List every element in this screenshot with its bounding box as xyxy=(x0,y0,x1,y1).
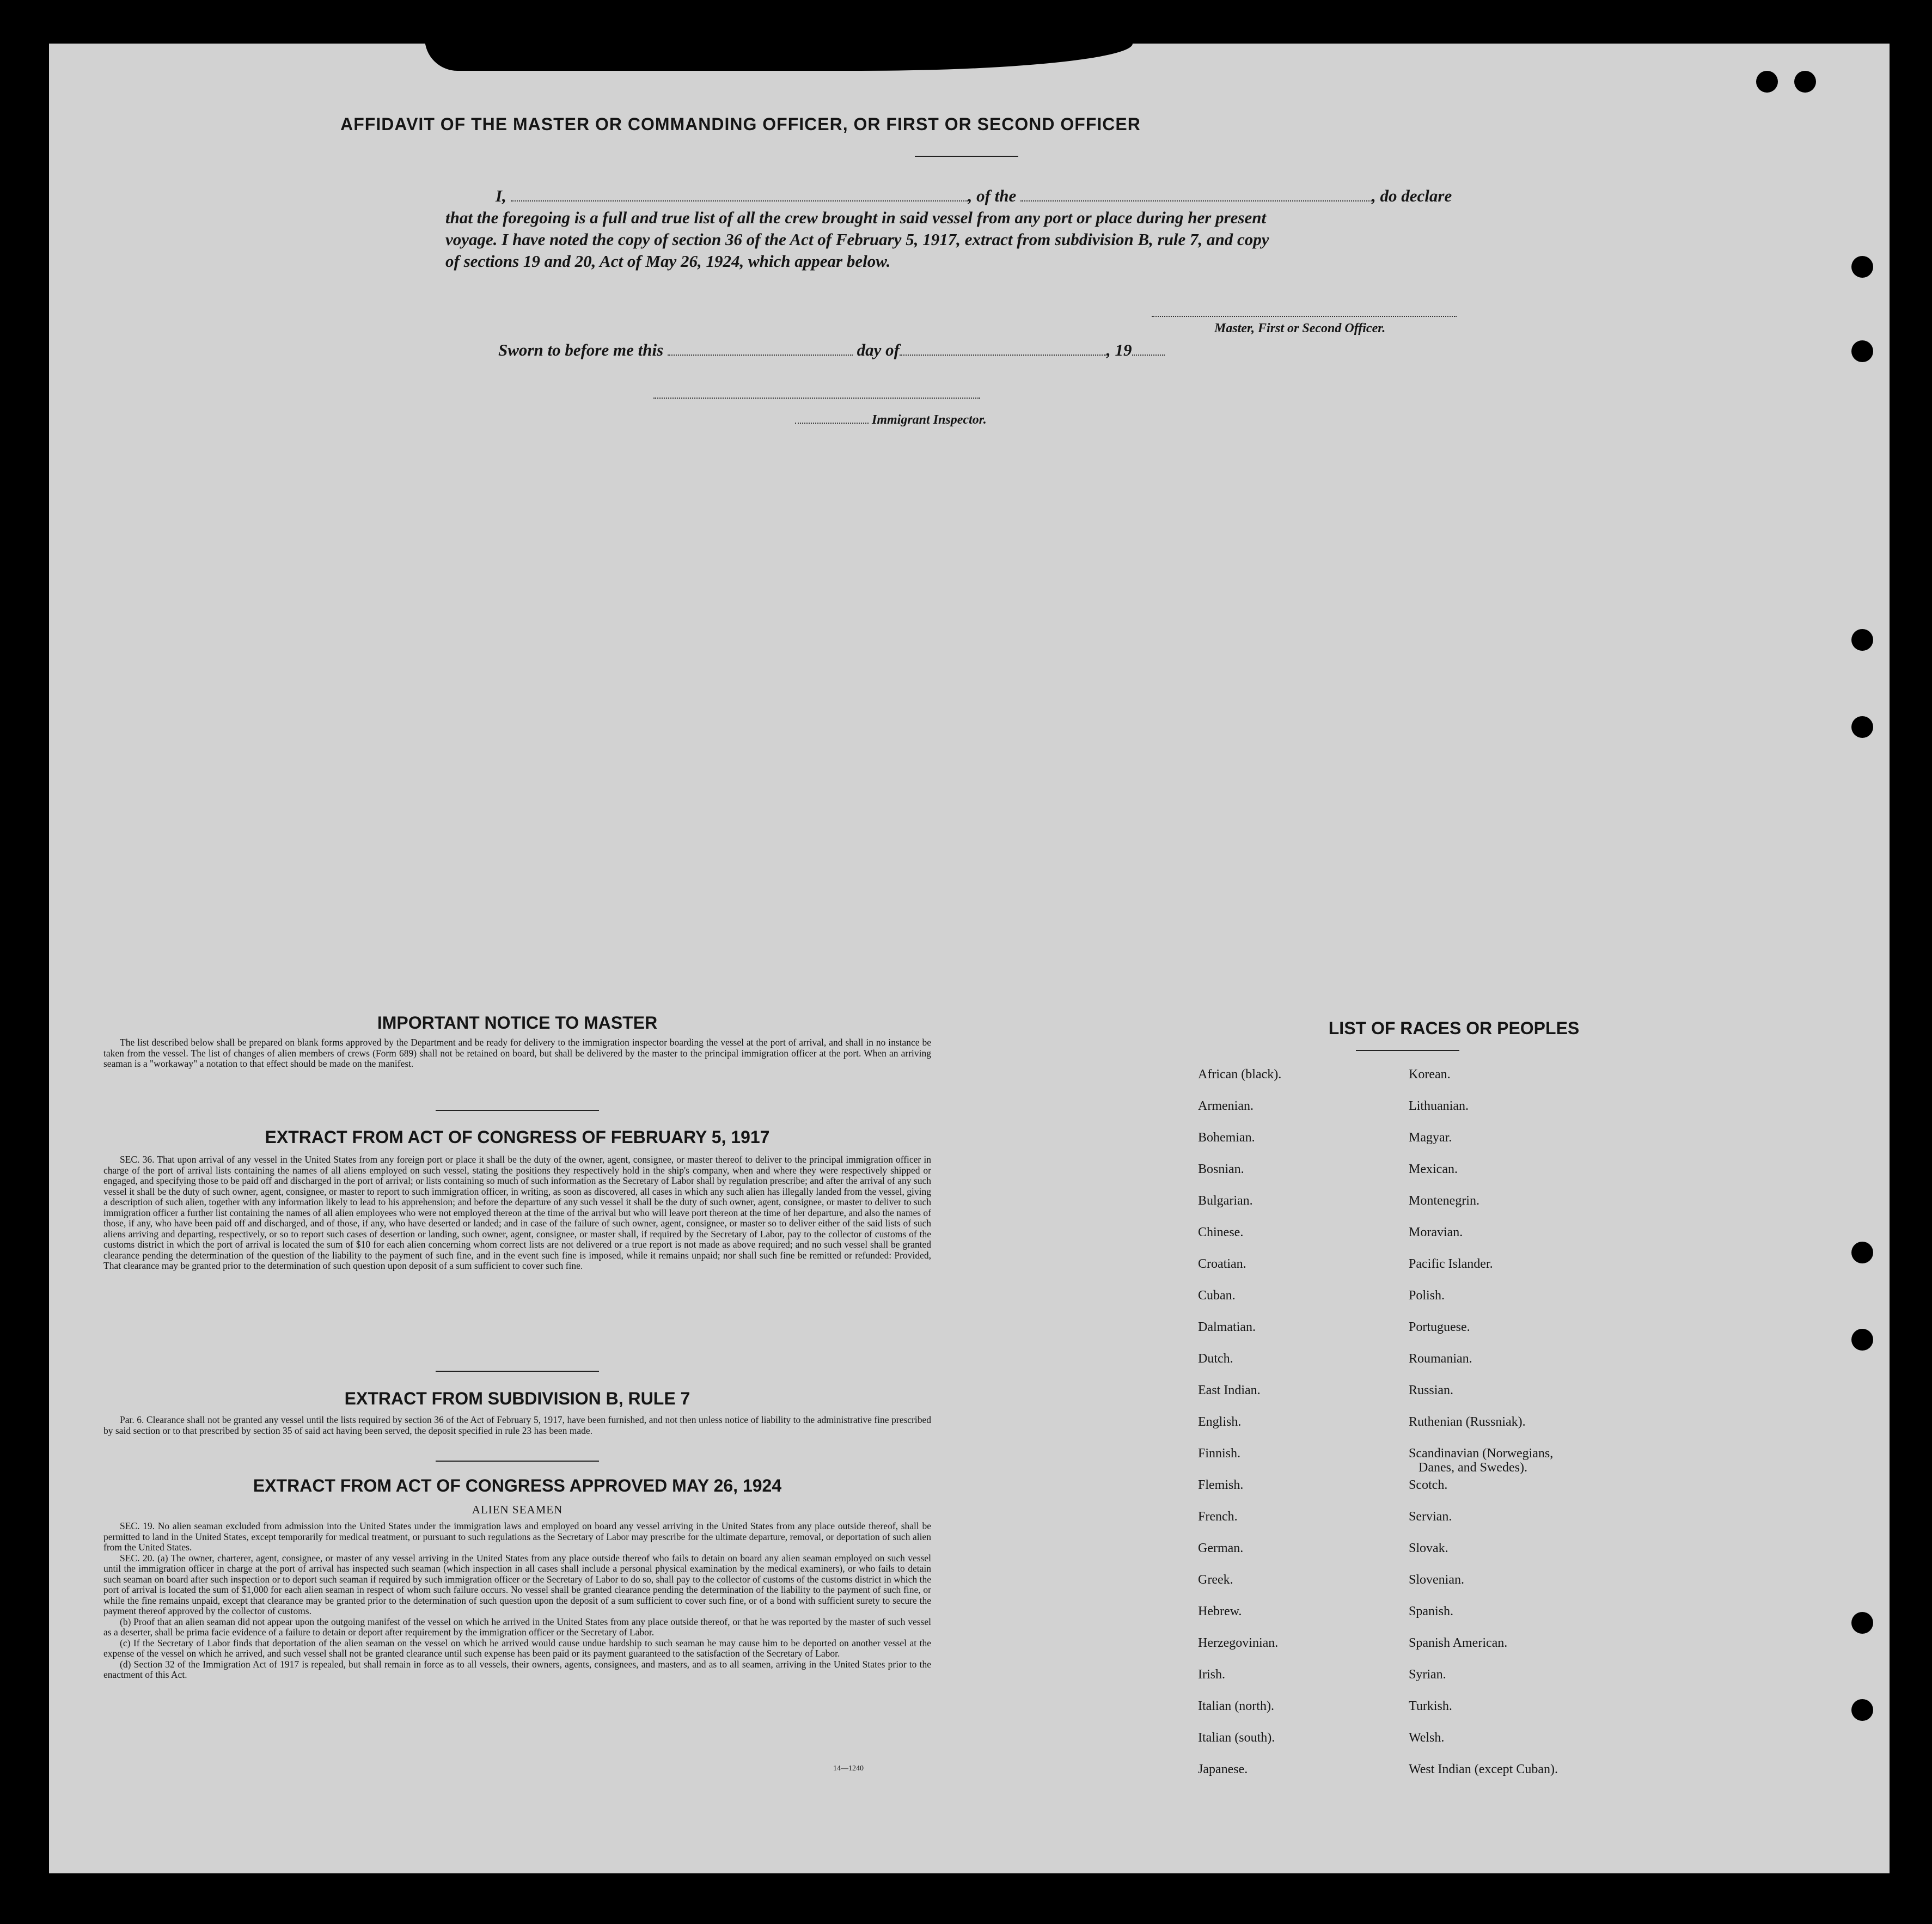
sworn-month-field[interactable] xyxy=(900,341,1106,356)
race-item-continuation: Danes, and Swedes). xyxy=(1419,1461,1527,1475)
punch-hole xyxy=(1851,340,1873,362)
race-item: Korean. xyxy=(1409,1067,1451,1082)
race-item: Bosnian. xyxy=(1198,1162,1244,1176)
sworn-year-field[interactable] xyxy=(1132,341,1165,356)
master-signature-label: Master, First or Second Officer. xyxy=(1214,321,1386,335)
race-item: Syrian. xyxy=(1409,1668,1446,1682)
punch-hole xyxy=(1756,71,1778,93)
affidavit-title: AFFIDAVIT OF THE MASTER OR COMMANDING OFFICER, OR FIRST OR SECOND OFFICER xyxy=(340,114,1141,134)
race-item: Japanese. xyxy=(1198,1762,1248,1776)
punch-hole xyxy=(1851,256,1873,278)
sec-20d-paragraph: (d) Section 32 of the Immigration Act of 1917 is repealed, but shall remain in force as to all vessels, their owners, agents, consignees, and masters, and as to all seamen, arriving in the United States prior to the enactment of this Act. xyxy=(103,1658,931,1680)
notice-title: IMPORTANT NOTICE TO MASTER xyxy=(377,1013,658,1033)
race-item: German. xyxy=(1198,1541,1244,1555)
race-item: Irish. xyxy=(1198,1668,1225,1682)
race-item: African (black). xyxy=(1198,1067,1282,1082)
race-item: Roumanian. xyxy=(1409,1352,1472,1366)
notice-paragraph: The list described below shall be prepared on blank forms approved by the Department and be ready for delivery to the immigration inspector boarding the vessel at the port of arrival, and shall in no instance be taken from the vessel. The list of changes of alien members of crews (Form 689) shall not be retained on board, but shall be delivered by the master to the principal immigration officer at the port. When an arriving seaman is a "workaway" a notation to that effect should be made on the manifest. xyxy=(103,1037,931,1069)
rule7-paragraph: Par. 6. Clearance shall not be granted any vessel until the lists required by section 36 of the Act of February 5, 1917, have been furnished, and not then unless notice of liability to the administrative fine prescribed by said section or to that prescribed by section 35 of said act having been served, the deposit specified in rule 23 has been made. xyxy=(103,1414,931,1436)
race-item: Mexican. xyxy=(1409,1162,1458,1176)
inspector-label-text: Immigrant Inspector. xyxy=(872,413,987,427)
torn-edge xyxy=(425,44,1133,71)
extract-1917-paragraph: SEC. 36. That upon arrival of any vessel in the United States from any foreign port or place it shall be the duty of the owner, agent, consignee, or master thereof to deliver to the principal immigration officer in charge of the port of arrival lists containing the names of all aliens employed on such vessel, stating the positions they respectively hold in the ship's company, when and where they were respectively shipped or engaged, and specifying those to be paid off and discharged in the port of arrival; or lists containing so much of such information as the Secretary of Labor shall by regulation prescribe; and after the arrival of any such vessel it shall be the duty of such owner, agent, consignee, or master to report to such immigration officer, in writing, as soon as discovered, all cases in which any such alien has illegally landed from the vessel, giving a description of such alien, together with any information likely to lead to his apprehension; and before the departure of any such vessel it shall be the duty of such owner, agent, consignee, or master to deliver to such immigration officer a further list containing the names of all alien employees who were not employed thereon at the time of the arrival but who will leave port thereon at the time of her departure, and also the names of those, if any, who have been paid off and discharged, and of those, if any, who have deserted or landed; and in case of the failure of such owner, agent, consignee, or master so to deliver either of the said lists of such aliens arriving and departing, respectively, or so to report such cases of desertion or landing, such owner, agent, consignee, or master shall, if required by the Secretary of Labor, pay to the collector of customs of the customs district in which the port of arrival is located the sum of $10 for each alien concerning whom correct lists are not delivered or a true report is not made as above required; and no such vessel shall be granted clearance pending the determination of the question of the liability to the payment of such fine, and in the event such fine is imposed, while it remains unpaid; nor shall such fine be remitted or refunded: Provided, That clearance may be granted prior to the determination of such question upon deposit of a sum sufficient to cover such fine. xyxy=(103,1154,931,1271)
inspector-label xyxy=(795,413,987,427)
extract-1917-text xyxy=(103,1155,931,1272)
extract-1924-subtitle: ALIEN SEAMEN xyxy=(472,1503,563,1516)
race-item: Magyar. xyxy=(1409,1131,1452,1145)
punch-hole xyxy=(1851,1242,1873,1263)
form-number: 14—1240 xyxy=(833,1764,864,1773)
sworn-year: , 19 xyxy=(1106,340,1132,359)
sworn-day-of: day of xyxy=(857,340,900,359)
inspector-signature-line[interactable] xyxy=(653,398,980,399)
race-item: Italian (south). xyxy=(1198,1731,1275,1745)
race-item: Pacific Islander. xyxy=(1409,1257,1493,1271)
text-declare: , do declare xyxy=(1372,186,1452,205)
race-item: English. xyxy=(1198,1415,1242,1429)
race-item: Slovak. xyxy=(1409,1541,1448,1555)
punch-hole xyxy=(1851,629,1873,651)
race-item: Croatian. xyxy=(1198,1257,1246,1271)
extract-1924-title: EXTRACT FROM ACT OF CONGRESS APPROVED MAY 26, 1924 xyxy=(253,1476,782,1495)
rule7-title: EXTRACT FROM SUBDIVISION B, RULE 7 xyxy=(344,1389,690,1408)
master-signature-line[interactable] xyxy=(1152,316,1457,317)
races-title-rule xyxy=(1356,1050,1459,1051)
race-item: Moravian. xyxy=(1409,1225,1463,1239)
race-item: Bulgarian. xyxy=(1198,1194,1253,1208)
race-item: Cuban. xyxy=(1198,1288,1236,1303)
races-left-column xyxy=(1198,1067,1281,1794)
race-item: Armenian. xyxy=(1198,1099,1254,1113)
document-page xyxy=(49,44,1890,1873)
race-item: Welsh. xyxy=(1409,1731,1445,1745)
sec-20a-paragraph: SEC. 20. (a) The owner, charterer, agent, consignee, or master of any vessel arriving in the United States from any place outside thereof who fails to detain on board any alien seaman employed on such vessel until the immigration officer in charge at the port of arrival has inspected such seaman (which inspection in all cases shall include a personal physical examination by the medical examiners), or who fails to detain such seaman on board after such inspection or to deport such seaman if required by such immigration officer or the Secretary of Labor to do so, shall pay to the collector of customs of the customs district in which the port of arrival is located the sum of $1,000 for each alien seaman in respect of whom such failure occurs. No vessel shall be granted clearance pending the determination of the liability to the payment of such fine, or while the fine remains unpaid, except that clearance may be granted prior to the determination of such question upon the deposit of a sum sufficient to cover such fine, or of a bond with sufficient surety to secure the payment thereof approved by the collector of customs. xyxy=(103,1552,931,1616)
section-rule xyxy=(436,1110,599,1111)
race-item: Turkish. xyxy=(1409,1699,1452,1713)
name-field[interactable] xyxy=(511,187,968,201)
sec-20b-paragraph: (b) Proof that an alien seaman did not appear upon the outgoing manifest of the vessel on which he arrived in the United States from any place outside thereof, or that he was reported by the master of such vessel as a deserter, shall be prima facie evidence of a failure to detain or deport after requirement by the immigration officer or the Secretary of Labor. xyxy=(103,1616,931,1638)
sec-19-paragraph: SEC. 19. No alien seaman excluded from admission into the United States under the immigration laws and employed on board any vessel arriving in the United States from any place outside thereof, shall be permitted to land in the United States, except temporarily for medical treatment, or pursuant to such regulations as the Secretary of Labor may prescribe for the ultimate departure, removal, or deportation of such alien from the United States. xyxy=(103,1520,931,1553)
race-item: Spanish. xyxy=(1409,1604,1454,1618)
sworn-day-field[interactable] xyxy=(668,341,853,356)
sworn-line xyxy=(498,340,1165,360)
extract-1917-title: EXTRACT FROM ACT OF CONGRESS OF FEBRUARY 5, 1917 xyxy=(265,1127,770,1147)
vessel-field[interactable] xyxy=(1020,187,1372,201)
affidavit-line-1 xyxy=(496,186,1452,206)
race-item: French. xyxy=(1198,1510,1238,1524)
race-item: Hebrew. xyxy=(1198,1604,1242,1618)
race-item: Italian (north). xyxy=(1198,1699,1274,1713)
race-item: Scandinavian (Norwegians, xyxy=(1409,1446,1554,1461)
punch-hole xyxy=(1851,1612,1873,1634)
race-item: Herzegovinian. xyxy=(1198,1636,1279,1650)
race-item: Servian. xyxy=(1409,1510,1452,1524)
race-item: Dalmatian. xyxy=(1198,1320,1256,1334)
inspector-dots xyxy=(795,414,869,424)
race-item: Greek. xyxy=(1198,1573,1233,1587)
punch-hole xyxy=(1851,1699,1873,1721)
race-item: Flemish. xyxy=(1198,1478,1244,1492)
race-item: Lithuanian. xyxy=(1409,1099,1469,1113)
race-item: Bohemian. xyxy=(1198,1131,1255,1145)
rule7-text xyxy=(103,1415,931,1436)
text-of-the: , of the xyxy=(968,186,1017,205)
punch-hole xyxy=(1851,1329,1873,1351)
sworn-prefix: Sworn to before me this xyxy=(498,340,664,359)
race-item: Chinese. xyxy=(1198,1225,1244,1239)
sec-20c-paragraph: (c) If the Secretary of Labor finds that deportation of the alien seaman on the vessel on which he arrived would cause undue hardship to such seaman he may cause him to be deported on another vessel at the expense of the vessel on which he arrived, and such vessel shall not be granted clearance until such expense has been paid or its payment guaranteed to the satisfaction of the Secretary of Labor. xyxy=(103,1637,931,1659)
punch-hole xyxy=(1851,716,1873,738)
race-item: Spanish American. xyxy=(1409,1636,1508,1650)
race-item: West Indian (except Cuban). xyxy=(1409,1762,1558,1776)
affidavit-line-4: of sections 19 and 20, Act of May 26, 1924, which appear below. xyxy=(445,252,891,271)
race-item: Polish. xyxy=(1409,1288,1445,1303)
race-item-scandinavian xyxy=(1409,1446,1558,1478)
race-item: Ruthenian (Russniak). xyxy=(1409,1415,1526,1429)
notice-text xyxy=(103,1037,931,1070)
extract-1924-text xyxy=(103,1521,931,1681)
races-right-column xyxy=(1409,1067,1558,1794)
section-rule xyxy=(436,1371,599,1372)
section-rule xyxy=(436,1461,599,1462)
race-item: Dutch. xyxy=(1198,1352,1233,1366)
race-item: Portuguese. xyxy=(1409,1320,1470,1334)
race-item: Finnish. xyxy=(1198,1446,1241,1461)
title-rule xyxy=(915,156,1018,157)
race-item: East Indian. xyxy=(1198,1383,1261,1397)
text-i: I, xyxy=(496,186,506,205)
race-item: Slovenian. xyxy=(1409,1573,1464,1587)
race-item: Russian. xyxy=(1409,1383,1454,1397)
race-item: Montenegrin. xyxy=(1409,1194,1479,1208)
affidavit-line-3: voyage. I have noted the copy of section 36 of the Act of February 5, 1917, extract from subdivision B, rule 7, and copy xyxy=(445,230,1269,249)
affidavit-line-2: that the foregoing is a full and true list of all the crew brought in said vessel from any port or place during her present xyxy=(445,208,1267,227)
race-item: Scotch. xyxy=(1409,1478,1448,1492)
punch-hole xyxy=(1794,71,1816,93)
races-title: LIST OF RACES OR PEOPLES xyxy=(1328,1018,1580,1038)
